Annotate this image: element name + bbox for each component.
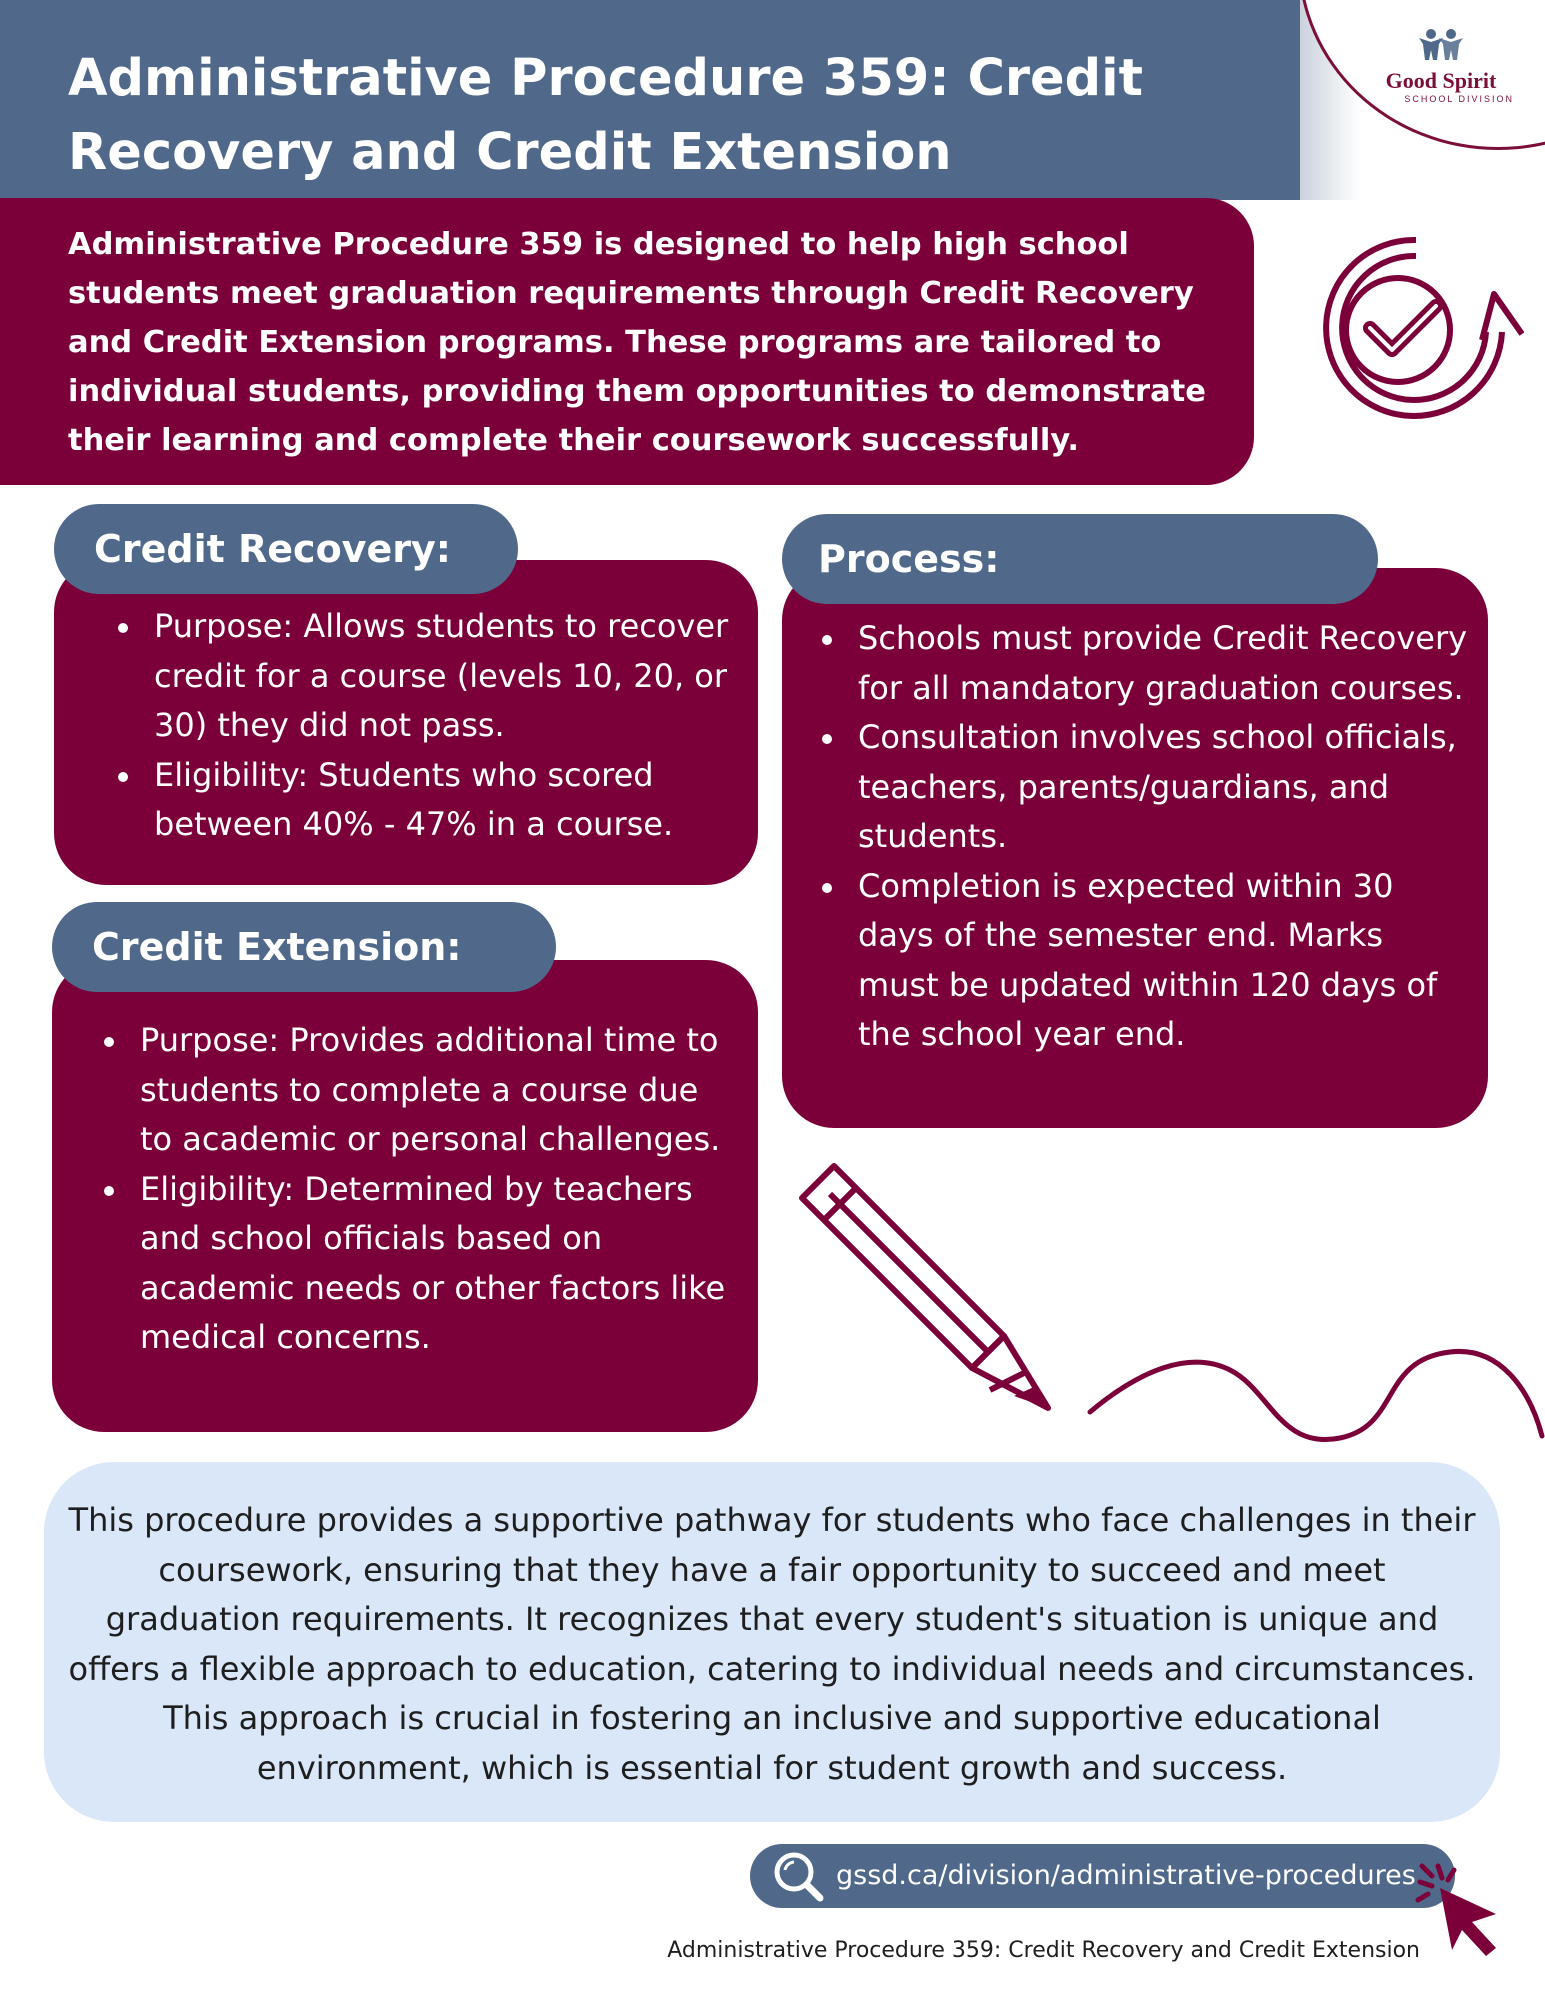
squiggle-line — [1080, 1340, 1545, 1450]
intro-text: Administrative Procedure 359 is designed to help high school students meet graduation requirements through Credit Recovery and Credit Extension programs. These programs are tailored to individual students, providing them opportunities to demonstrate their learning and complete their coursework successfully. — [68, 227, 1206, 458]
list-item: Completion is expected within 30 days of the semester end. Marks must be updated within 120 days of the school year end. — [798, 862, 1468, 1060]
list-item: Eligibility: Determined by teachers and school officials based on academic needs or other factors like medical concerns. — [80, 1165, 734, 1363]
list-item: Consultation involves school officials, teachers, parents/guardians, and students. — [798, 713, 1468, 862]
logo-people-icon — [1411, 28, 1471, 62]
page-title-line-2: Recovery and Credit Extension — [68, 123, 952, 182]
credit-extension-heading: Credit Extension: — [52, 902, 556, 992]
website-link[interactable] — [750, 1844, 1455, 1908]
process-panel — [782, 568, 1488, 1128]
intro-panel — [0, 198, 1254, 485]
footer-text: Administrative Procedure 359: Credit Recovery and Credit Extension — [667, 1938, 1420, 1963]
summary-text: This procedure provides a supportive pathway for students who face challenges in their coursework, ensuring that they have a fair opportunity to succeed and meet graduation requirements. It recognizes that every student's situation is unique and offers a flexible approach to education, catering to individual needs and circumstances. This approach is crucial in fostering an inclusive and supportive educational environment, which is essential for student growth and success. — [68, 1501, 1476, 1787]
list-item: Purpose: Provides additional time to students to complete a course due to academic or personal challenges. — [80, 1016, 734, 1165]
website-link-text[interactable]: gssd.ca/division/administrative-procedures — [836, 1860, 1416, 1891]
process-heading: Process: — [782, 514, 1378, 604]
credit-recovery-heading: Credit Recovery: — [54, 504, 518, 594]
logo — [1366, 28, 1516, 108]
search-icon — [770, 1848, 826, 1904]
logo-subtitle: SCHOOL DIVISION — [1404, 94, 1514, 104]
logo-name: Good Spirit — [1385, 68, 1497, 93]
page-title-line-1: Administrative Procedure 359: Credit — [68, 49, 1143, 108]
process-list — [798, 614, 1468, 1060]
credit-extension-panel — [52, 960, 758, 1432]
credit-extension-list — [80, 1016, 734, 1363]
credit-recovery-list — [94, 602, 738, 850]
credit-recovery-panel — [54, 560, 758, 885]
list-item: Schools must provide Credit Recovery for all mandatory graduation courses. — [798, 614, 1468, 713]
page-title — [68, 42, 1168, 190]
pencil-icon — [790, 1150, 1060, 1420]
list-item: Eligibility: Students who scored between 40% - 47% in a course. — [94, 751, 738, 850]
list-item: Purpose: Allows students to recover credit for a course (levels 10, 20, or 30) they did not pass. — [94, 602, 738, 751]
cursor-click-icon — [1414, 1860, 1506, 1960]
summary-panel — [44, 1462, 1500, 1822]
refresh-check-icon — [1296, 222, 1524, 436]
